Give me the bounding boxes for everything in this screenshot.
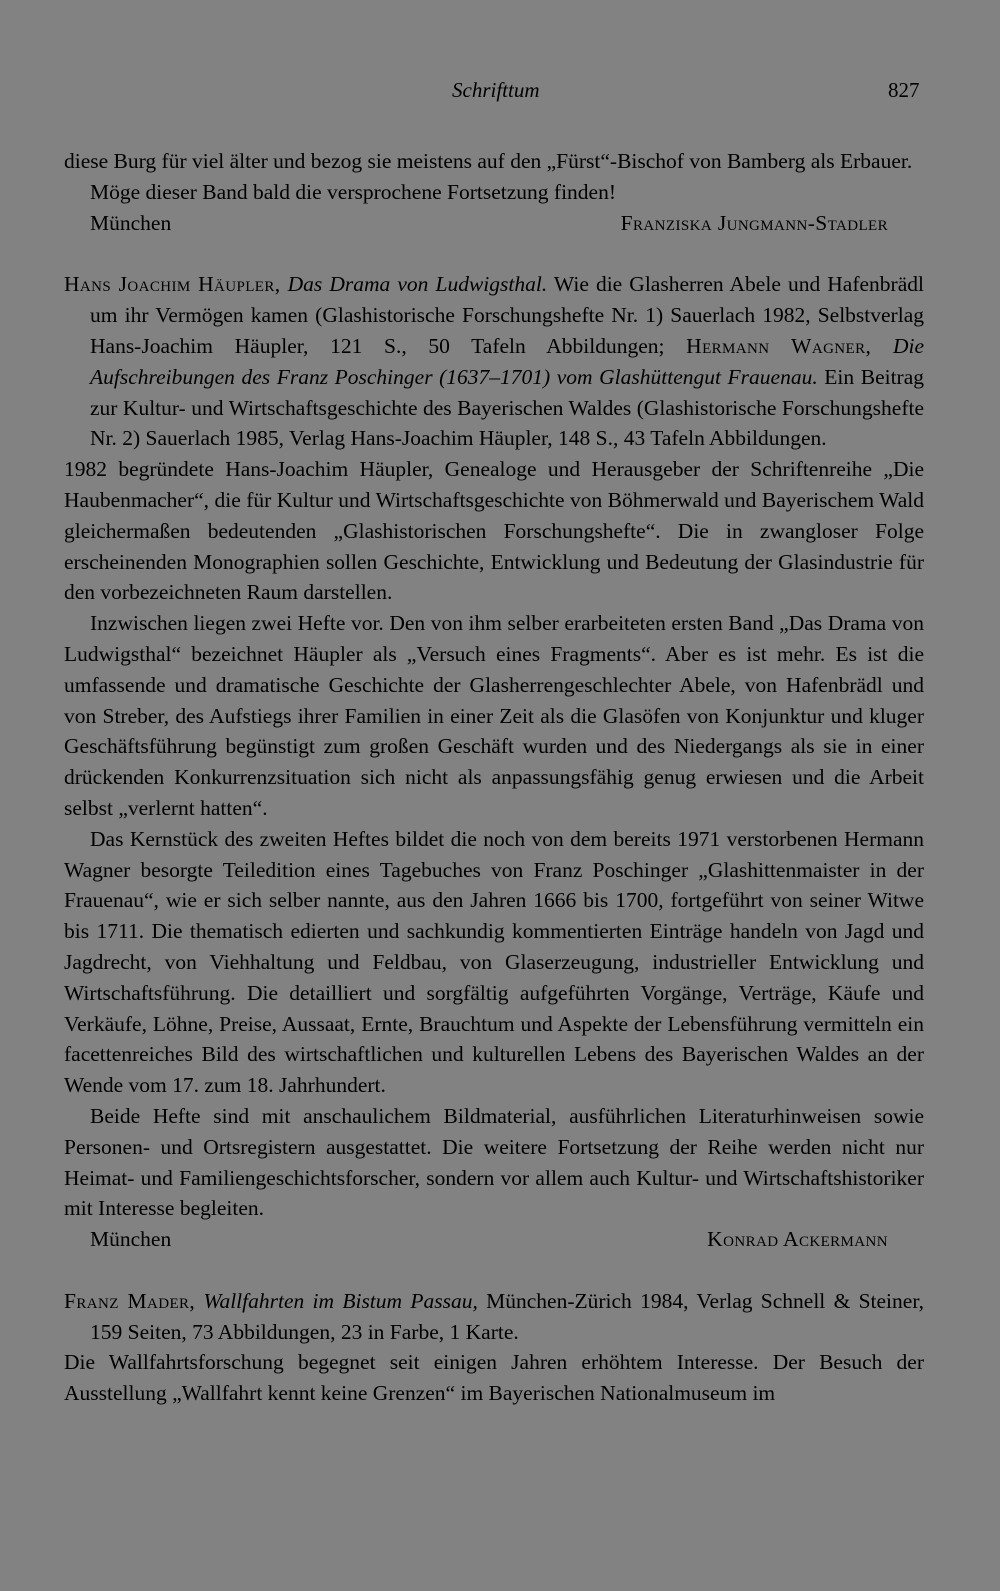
review1-reviewer: Franziska Jungmann-Stadler xyxy=(620,210,888,235)
review2-paragraph-2: Inzwischen liegen zwei Hefte vor. Den von ihm selber erarbeiteten ersten Band „Das Drama von Ludwigsthal“ bezeichnet Häupler als „Versuch eines Fragments“. Aber es ist mehr. Es ist die umfassende und dramatische Geschichte der Glasherrengeschlechter Abele, von Hafenbrädl und von Streber, des Aufstiegs ihrer Familien in einer Zeit als die Glasöfen von Konjunktur und kluger Geschäftsführung begünstigt zum großen Geschäft wurden und des Niedergangs als sie in einer drückenden Konkurrenzsituation sich nicht als anpassungsfähig genug erwiesen und die Arbeit selbst „verlernt hatten“. xyxy=(64,611,924,820)
section-gap xyxy=(64,1255,924,1286)
review2-bibliography xyxy=(64,269,924,454)
running-title: Schrifttum xyxy=(452,78,540,102)
review2-paragraph-3: Das Kernstück des zweiten Heftes bildet die noch von dem bereits 1971 verstorbenen Hermann Wagner besorgte Teiledition eines Tagebuches von Franz Poschinger „Glashittenmaister in der Frauenau“, wie er sich selber nannte, aus den Jahren 1666 bis 1700, fortgeführt von seiner Witwe bis 1711. Die thematisch edierten und sachkundig kommentierten Einträge handeln von Jagd und Jagdrecht, von Viehhaltung und Feldbau, von Glaserzeugung, industrieller Entwicklung und Wirtschaftsführung. Die detailliert und sorgfältig aufgeführten Vorgänge, Verträge, Käufe und Verkäufe, Löhne, Preise, Aussaat, Ernte, Brauchtum und Aspekte der Lebensführung vermitteln ein facettenreiches Bild des wirtschaftlichen und kulturellen Lebens des Bayerischen Waldes an der Wende vom 17. zum 18. Jahrhundert. xyxy=(64,826,924,1098)
review2-paragraph-4: Beide Hefte sind mit anschaulichem Bildmaterial, ausführlichen Literaturhinweisen sowie Personen- und Ortsregistern ausgestattet. Die weitere Fortsetzung der Reihe werden nicht nur Heimat- und Familiengeschichtsforscher, sondern vor allem auch Kultur- und Wirtschaftshistoriker mit Interesse begleiten. xyxy=(64,1103,924,1221)
review1-continuation: diese Burg für viel älter und bezog sie meistens auf den „Fürst“-Bischof von Bamberg als Erbauer. xyxy=(64,149,913,173)
review1-closing: Möge dieser Band bald die versprochene Fortsetzung finden! xyxy=(90,179,616,204)
review3-author: Franz Mader, xyxy=(64,1288,196,1313)
review2-reviewer: Konrad Ackermann xyxy=(707,1227,888,1252)
page-number: 827 xyxy=(888,78,920,102)
review3-title: Wallfahrten im Bistum Passau, xyxy=(203,1288,478,1313)
review2-place: München xyxy=(90,1227,172,1252)
review2-entry1-author: Hans Joachim Häupler, xyxy=(64,272,281,297)
review1-place: München xyxy=(90,210,172,235)
review2-entry1-title: Das Drama von Ludwigsthal. xyxy=(287,272,548,297)
review3-paragraph-1: Die Wallfahrtsforschung begegnet seit einigen Jahren erhöhtem Interesse. Der Besuch der Ausstellung „Wallfahrt kennt keine Grenzen“ im Bayerischen Nationalmuseum im xyxy=(64,1350,924,1406)
running-head xyxy=(0,78,1000,108)
review1-signature xyxy=(64,208,924,239)
review2-entry2-author: Hermann Wagner, xyxy=(686,333,872,358)
section-gap xyxy=(64,238,924,269)
page-body xyxy=(64,146,924,1409)
review3-bibliography xyxy=(64,1286,924,1348)
review2-entry2-title: Die Aufschreibungen des Franz Poschinger (1637–1701) vom Glashüttengut Frauenau. xyxy=(90,333,924,389)
review2-entry1-details: Wie die Glasherren Abele und Hafenbrädl um ihr Vermögen kamen (Glashistorische Forschungshefte Nr. 1) Sauerlach 1982, Selbstverlag Hans-Joachim Häupler, 121 S., 50 Tafeln Abbildungen; xyxy=(90,272,924,358)
review2-paragraph-1: 1982 begründete Hans-Joachim Häupler, Genealoge und Herausgeber der Schriftenreihe „Die Haubenmacher“, die für Kultur und Wirtschaftsgeschichte von Böhmerwald und Bayerischem Wald gleichermaßen bedeutenden „Glashistorischen Forschungshefte“. Die in zwangloser Folge erscheinenden Monographien sollen Geschichte, Entwicklung und Bedeutung der Glasindustrie für den vorbezeichneten Raum darstellen. xyxy=(64,457,924,605)
review3-details: München-Zürich 1984, Verlag Schnell & Steiner, 159 Seiten, 73 Abbildungen, 23 in Farbe, 1 Karte. xyxy=(90,1288,924,1344)
review2-signature xyxy=(64,1224,924,1255)
review2-entry2-details: Ein Beitrag zur Kultur- und Wirtschaftsgeschichte des Bayerischen Waldes (Glashistorische Forschungshefte Nr. 2) Sauerlach 1985, Verlag Hans-Joachim Häupler, 148 S., 43 Tafeln Abbildungen. xyxy=(90,364,925,451)
